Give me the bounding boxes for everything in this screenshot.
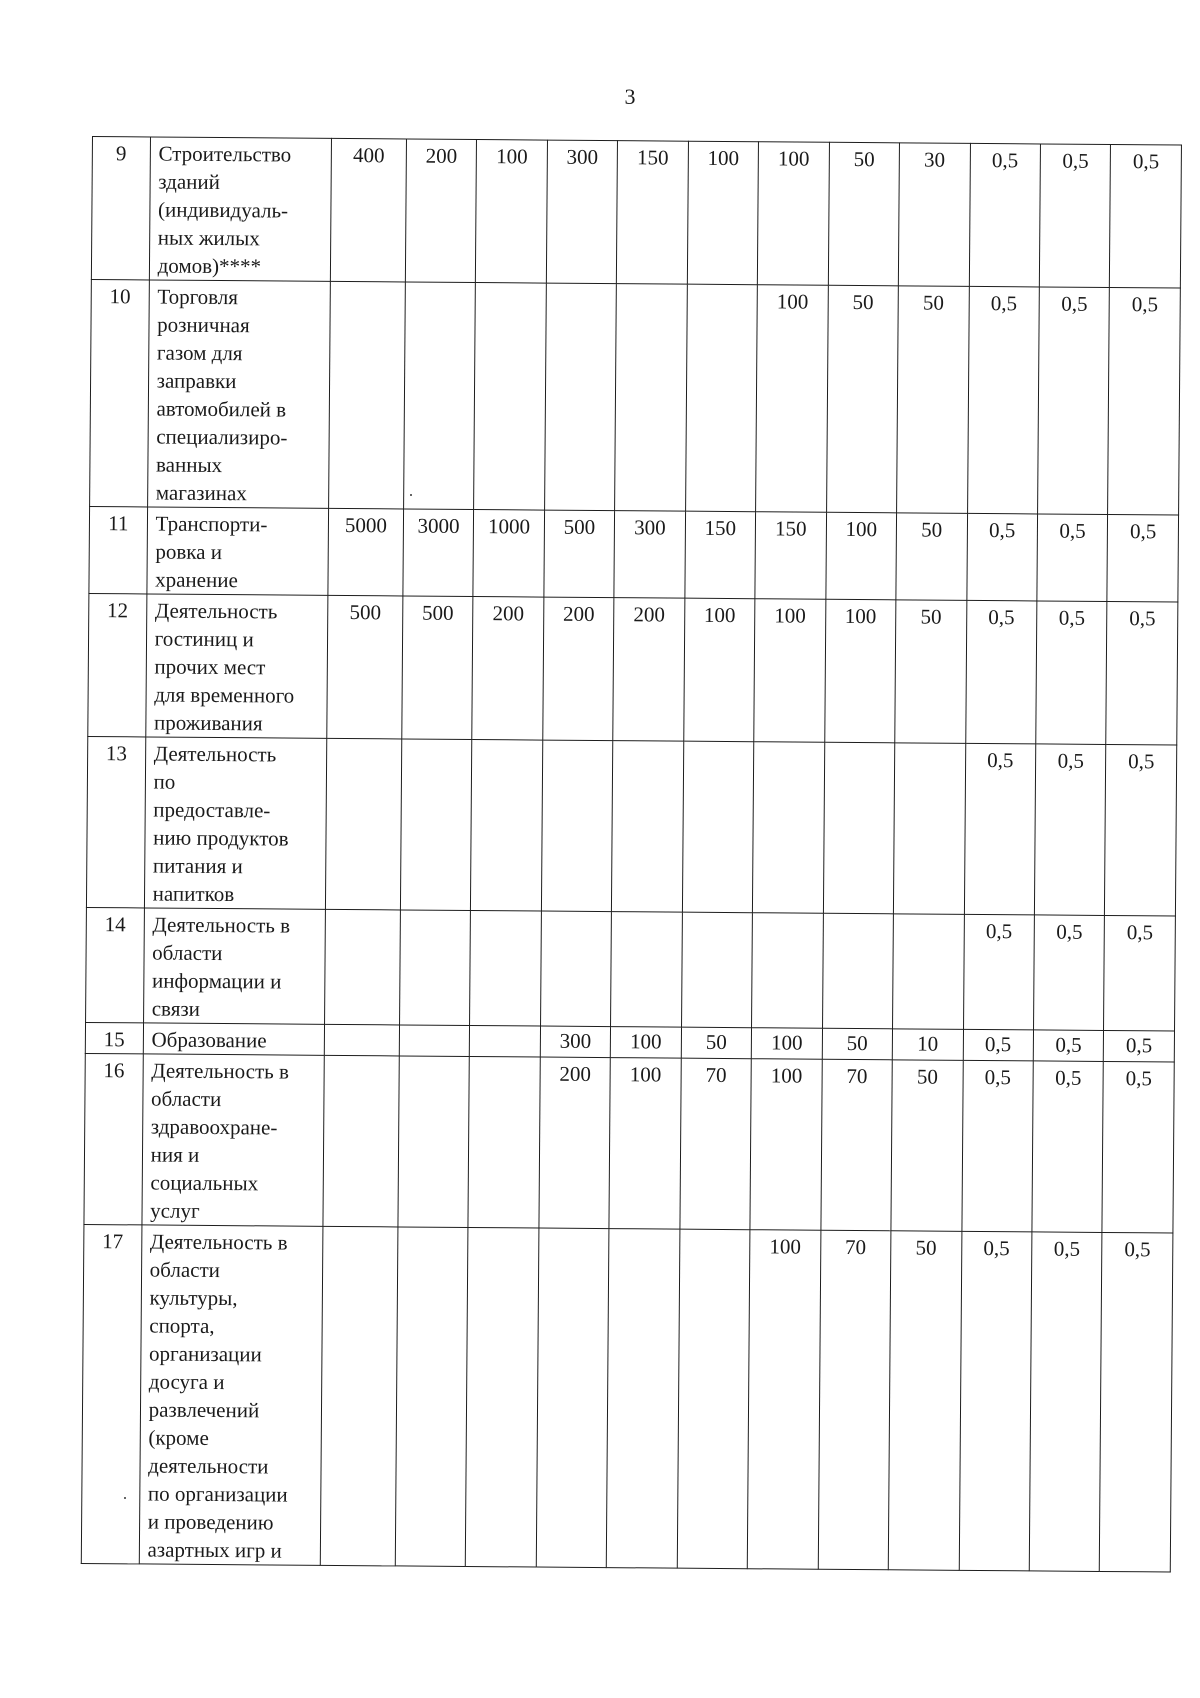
rate-cell: 0,5 — [963, 914, 1034, 1030]
activity-name: Деятельность в области информации и связи — [143, 908, 325, 1024]
rate-cell: 500 — [327, 595, 403, 739]
rate-cell — [544, 283, 616, 511]
rate-cell: 50 — [681, 1027, 752, 1059]
rate-cell: 50 — [822, 1028, 893, 1060]
rate-cell: 0,5 — [1105, 744, 1177, 916]
rate-cell — [468, 1056, 540, 1228]
rate-cell — [536, 1228, 609, 1568]
rate-cell: 0,5 — [1100, 1232, 1173, 1572]
rate-cell: 0,5 — [963, 1029, 1034, 1061]
row-number: 10 — [90, 279, 149, 506]
rate-cell: 70 — [680, 1058, 752, 1230]
table-row — [90, 279, 1181, 515]
table-row — [88, 593, 1178, 745]
rate-cell: 300 — [540, 1026, 611, 1058]
rate-cell — [466, 1227, 539, 1567]
rate-cell: 0,5 — [961, 1060, 1033, 1232]
rate-cell — [677, 1229, 750, 1569]
rate-cell: 50 — [895, 600, 967, 744]
rate-cell: 100 — [750, 1059, 822, 1231]
rate-cell — [612, 741, 684, 913]
row-number: 16 — [84, 1053, 143, 1224]
rate-cell — [474, 283, 546, 511]
rate-cell — [681, 912, 752, 1028]
table-row — [84, 1053, 1174, 1233]
rate-cell: 100 — [757, 142, 829, 286]
rate-cell — [823, 742, 895, 914]
rate-cell: 100 — [756, 285, 828, 513]
scan-speck — [124, 1497, 126, 1499]
rate-cell: 0,5 — [1107, 514, 1178, 602]
rate-cell — [470, 1025, 541, 1057]
rate-cell: 150 — [755, 512, 826, 600]
rate-cell: 50 — [888, 1231, 961, 1571]
rate-cell: 100 — [751, 1028, 822, 1060]
activity-name: Транспорти- ровка и хранение — [147, 507, 329, 595]
rate-cell — [398, 1056, 470, 1228]
rate-cell — [323, 1055, 399, 1227]
rate-cell: 100 — [683, 598, 755, 742]
rate-cell: 0,5 — [964, 743, 1036, 915]
activity-name: Строительство зданий (индивидуаль- ных жилых домов)**** — [149, 137, 332, 281]
rates-table — [81, 136, 1182, 1573]
activity-name: Деятельность гостиниц и прочих мест для временного проживания — [145, 594, 328, 738]
rate-cell: 0,5 — [965, 600, 1037, 744]
table-row — [86, 736, 1176, 916]
rate-cell — [541, 740, 613, 912]
rate-cell: 3000 — [403, 509, 474, 597]
rate-cell: 0,5 — [1104, 915, 1175, 1031]
rate-cell: 200 — [613, 598, 685, 742]
rate-cell: 0,5 — [1033, 1030, 1104, 1062]
page-number: 3 — [624, 84, 636, 109]
table-row — [89, 506, 1179, 602]
rate-cell: 500 — [544, 510, 615, 598]
rate-cell — [682, 741, 754, 913]
rate-cell: 0,5 — [1037, 514, 1108, 602]
rate-cell: 0,5 — [1029, 1232, 1102, 1572]
rate-cell: 300 — [614, 511, 685, 599]
rate-cell: 50 — [891, 1060, 963, 1232]
rate-cell: 0,5 — [1039, 144, 1111, 288]
rate-cell — [324, 1024, 399, 1056]
rate-cell — [607, 1229, 680, 1569]
rate-cell: 0,5 — [1104, 1030, 1175, 1062]
rate-cell: 0,5 — [967, 286, 1039, 514]
rate-cell: 70 — [818, 1230, 891, 1570]
rate-cell: 50 — [826, 285, 898, 513]
rate-cell: 200 — [543, 597, 615, 741]
rate-cell: 10 — [892, 1029, 963, 1061]
rate-cell — [395, 1227, 468, 1567]
activity-name: Деятельность в области здравоохране- ния и социальных услуг — [142, 1054, 325, 1226]
rate-cell — [753, 742, 825, 914]
row-number: 13 — [86, 736, 145, 907]
scan-speck — [410, 494, 412, 496]
rate-cell: 100 — [687, 141, 759, 285]
activity-name: Торговля розничная газом для заправки автомобилей в специализиро- ванных магазинах — [147, 280, 330, 508]
rate-cell — [752, 913, 823, 1029]
table-body — [81, 137, 1181, 1573]
rate-cell — [400, 739, 472, 911]
rate-cell — [329, 281, 406, 509]
rate-cell: 50 — [897, 286, 969, 514]
rate-cell — [403, 282, 475, 510]
rate-cell: 100 — [476, 140, 548, 284]
activity-name: Образование — [143, 1023, 325, 1055]
rate-cell: 100 — [825, 512, 896, 600]
rate-cell — [471, 740, 543, 912]
rate-cell — [399, 1025, 470, 1057]
rate-cell: 0,5 — [1033, 915, 1104, 1031]
rate-cell — [893, 743, 965, 915]
rate-cell — [470, 910, 541, 1026]
rate-cell: 0,5 — [1108, 287, 1180, 515]
rate-cell: 0,5 — [1102, 1061, 1174, 1233]
rate-cell: 0,5 — [1034, 744, 1106, 916]
rate-cell: 100 — [747, 1230, 820, 1570]
table-row — [86, 907, 1176, 1031]
rate-cell: 0,5 — [1032, 1061, 1104, 1233]
rate-cell: 0,5 — [1110, 145, 1182, 289]
rate-cell: 200 — [539, 1057, 611, 1229]
activity-name: Деятельность по предоставле- нию продуктов питания и напитков — [144, 737, 327, 909]
rate-cell — [685, 284, 757, 512]
rate-cell: 50 — [828, 142, 900, 286]
rate-cell — [326, 738, 402, 910]
rate-cell: 200 — [472, 597, 544, 741]
rate-cell: 150 — [617, 141, 689, 285]
rate-cell — [615, 284, 687, 512]
rate-cell: 50 — [896, 513, 967, 601]
rate-cell — [399, 910, 470, 1026]
rate-cell: 1000 — [473, 510, 544, 598]
row-number: 14 — [86, 907, 145, 1022]
rate-cell: 0,5 — [959, 1231, 1032, 1571]
rate-cell — [822, 913, 893, 1029]
row-number: 11 — [89, 506, 147, 593]
rate-cell: 0,5 — [1036, 601, 1108, 745]
rate-cell: 500 — [402, 596, 474, 740]
rate-cell: 30 — [898, 143, 970, 287]
rate-cell: 0,5 — [969, 143, 1041, 287]
rate-cell — [320, 1226, 397, 1566]
table-row — [91, 137, 1181, 289]
row-number: 12 — [88, 593, 147, 736]
row-number: 9 — [91, 137, 150, 280]
rate-cell: 150 — [685, 511, 756, 599]
rate-cell: 0,5 — [1106, 601, 1178, 745]
rate-cell: 70 — [821, 1059, 893, 1231]
rate-cell: 0,5 — [1038, 287, 1110, 515]
rate-cell: 100 — [609, 1058, 681, 1230]
rate-cell: 400 — [331, 138, 407, 282]
row-number: 15 — [85, 1022, 143, 1053]
rate-cell — [325, 909, 401, 1025]
rate-cell — [893, 914, 964, 1030]
row-number: 17 — [81, 1224, 141, 1563]
rate-cell: 300 — [546, 140, 618, 284]
rate-cell: 0,5 — [966, 513, 1037, 601]
rate-cell: 5000 — [328, 508, 403, 596]
activity-name: Деятельность в области культуры, спорта, организации досуга и развлечений (кроме деятельности по организации и проведению азартных игр и — [139, 1225, 323, 1565]
table-row — [81, 1224, 1173, 1572]
rate-cell: 100 — [754, 599, 826, 743]
rate-cell — [611, 912, 682, 1028]
rate-cell: 100 — [611, 1027, 682, 1059]
rate-cell: 200 — [405, 139, 477, 283]
rate-cell — [540, 911, 611, 1027]
rate-cell: 100 — [824, 599, 896, 743]
